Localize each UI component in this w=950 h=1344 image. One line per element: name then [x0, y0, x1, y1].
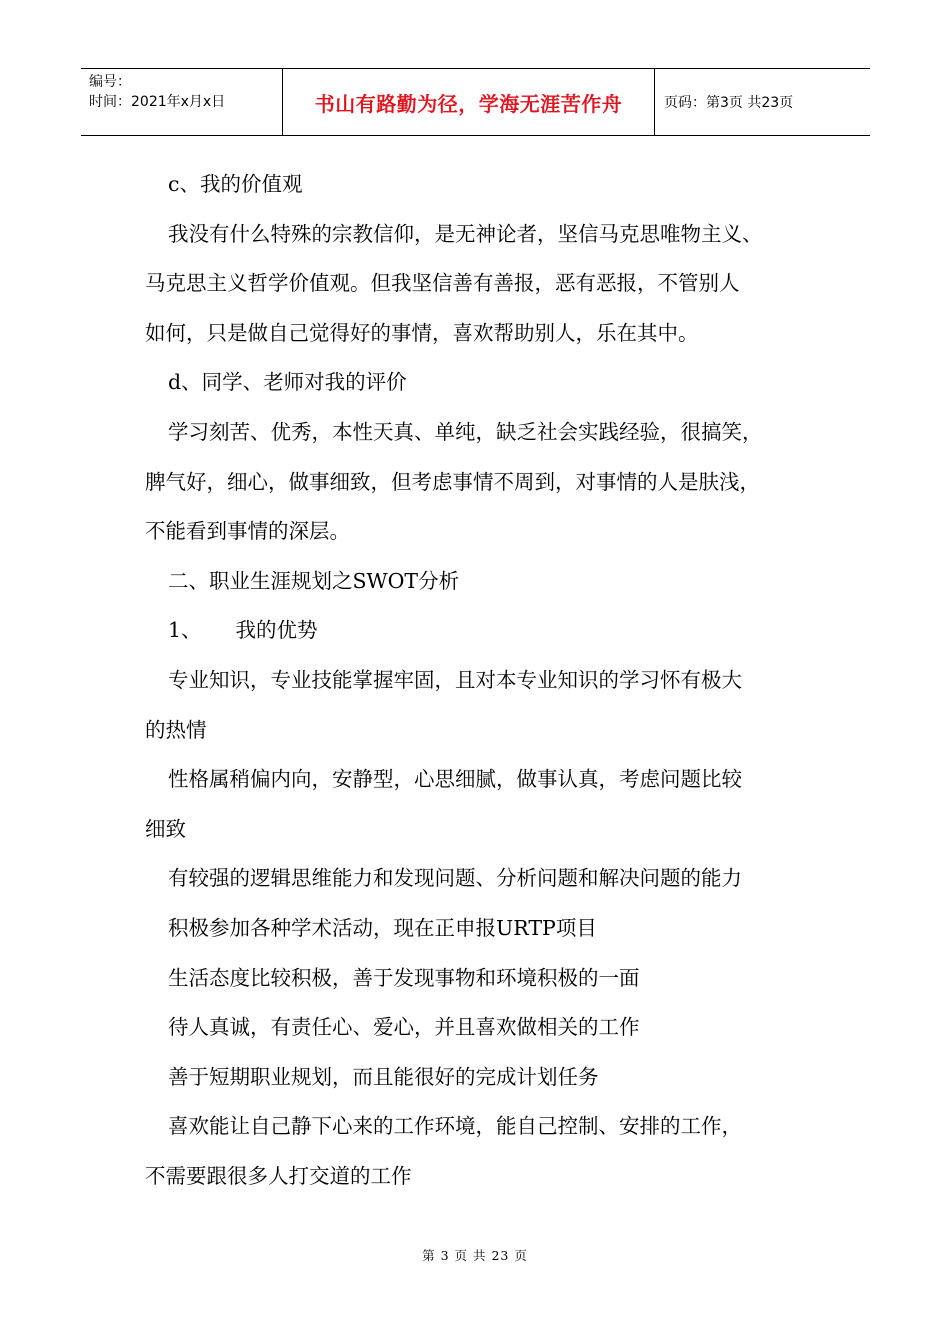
- paragraph-line: 学习刻苦、优秀，本性天真、单纯，缺乏社会实践经验，很搞笑，: [168, 419, 763, 444]
- paragraph-line: 善于短期职业规划，而且能很好的完成计划任务: [168, 1064, 599, 1089]
- subheading-evaluation: d、同学、老师对我的评价: [168, 370, 407, 395]
- paragraph-line: 如何，只是做自己觉得好的事情，喜欢帮助别人，乐在其中。: [145, 320, 699, 345]
- subheading-strengths: [145, 606, 835, 656]
- paragraph-line: 有较强的逻辑思维能力和发现问题、分析问题和解决问题的能力: [168, 866, 742, 891]
- header-time-label: 时间：2021年x月x日: [89, 94, 226, 110]
- section-heading-swot: 二、职业生涯规划之SWOT分析: [168, 568, 460, 593]
- paragraph-line: 细致: [145, 816, 186, 841]
- paragraph-line: 的热情: [145, 717, 207, 742]
- paragraph-line: 喜欢能让自己静下心来的工作环境，能自己控制、安排的工作，: [168, 1114, 742, 1139]
- document-body: [145, 160, 835, 1201]
- paragraph-line: 性格属稍偏内向，安静型，心思细腻，做事认真，考虑问题比较: [168, 767, 742, 792]
- header-motto: 书山有路勤为径，学海无涯苦作舟: [283, 69, 655, 135]
- page-footer: 第 3 页 共 23 页: [422, 1248, 528, 1263]
- paragraph-line: 不能看到事情的深层。: [145, 519, 350, 544]
- header-number-label: 编号：: [89, 74, 131, 90]
- paragraph-line: 专业知识，专业技能掌握牢固，且对本专业知识的学习怀有极大: [168, 667, 742, 692]
- paragraph-line: 不需要跟很多人打交道的工作: [145, 1163, 412, 1188]
- subheading-values: c、我的价值观: [168, 172, 303, 196]
- paragraph-line: 积极参加各种学术活动，现在正申报URTP项目: [168, 915, 597, 940]
- header-meta: [81, 69, 283, 135]
- paragraph-line: 生活态度比较积极，善于发现事物和环境积极的一面: [168, 965, 640, 990]
- subheading-strengths-text: 我的优势: [235, 618, 318, 643]
- paragraph-line: 我没有什么特殊的宗教信仰，是无神论者，坚信马克思唯物主义、: [168, 221, 763, 246]
- page-header: [81, 68, 870, 136]
- paragraph-line: 马克思主义哲学价值观。但我坚信善有善报，恶有恶报，不管别人: [145, 271, 740, 296]
- list-number: 1、: [168, 618, 202, 643]
- paragraph-line: 脾气好，细心，做事细致，但考虑事情不周到，对事情的人是肤浅，: [145, 469, 760, 494]
- header-page-info: 页码：第3页 共23页: [664, 95, 794, 111]
- paragraph-line: 待人真诚，有责任心、爱心，并且喜欢做相关的工作: [168, 1015, 640, 1040]
